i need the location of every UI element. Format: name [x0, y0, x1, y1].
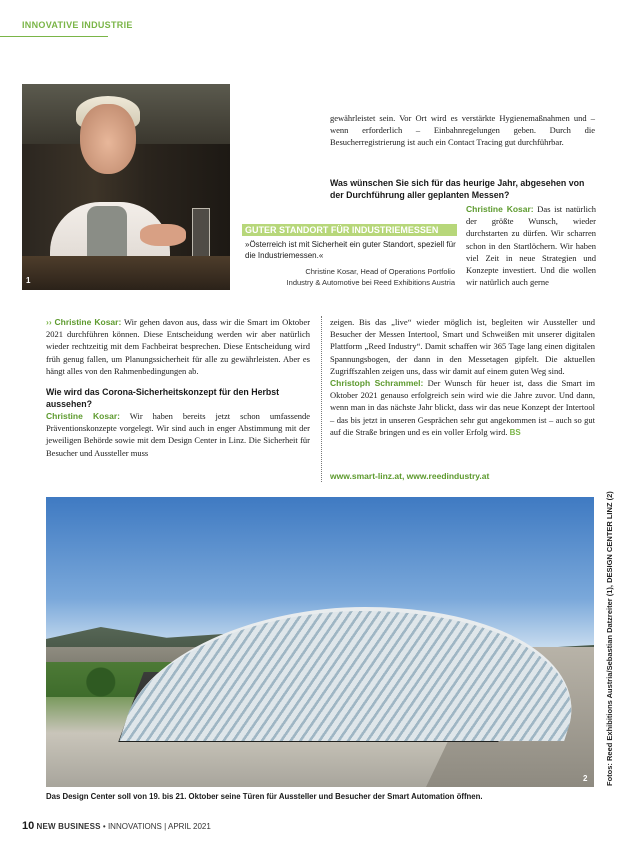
speaker-kosar: Christine Kosar: — [46, 411, 120, 422]
speaker-kosar: Christine Kosar: — [54, 317, 122, 327]
pull-quote-author-line1: Christine Kosar, Head of Operations Portfolio — [305, 267, 455, 276]
footer-issue: APRIL 2021 — [167, 822, 211, 831]
speaker-schrammel: Christoph Schrammel: — [330, 378, 424, 389]
section-label: INNOVATIVE INDUSTRIE — [22, 20, 133, 30]
pull-quote-heading: GUTER STANDORT FÜR INDUSTRIEMESSEN — [245, 225, 439, 235]
footer-separator: | — [164, 822, 167, 831]
photo-number-2: 2 — [583, 774, 588, 783]
footer-section: INNOVATIONS — [107, 822, 162, 831]
photo-credit: Fotos: Reed Exhibitions Austria/Sebastian Datzreiter (1), DESIGN CENTER LINZ (2) — [605, 491, 614, 786]
page-footer — [22, 820, 211, 832]
right-column-continued — [330, 316, 595, 439]
right-column-top: gewährleistet sein. Vor Ort wird es verstärkte Hygienemaßnahmen und – wenn erforderlich – Einbahnregelungen geben. Durch die Besucherregistrierung ist auch ein Contact Tracing gut durchführbar. — [330, 113, 595, 148]
footer-bullet: • — [102, 822, 106, 831]
pull-quote-text: »Österreich ist mit Sicherheit ein guter Standort, speziell für die Industriemessen.« — [245, 240, 456, 260]
answer-kosar-smart-text: Wir gehen davon aus, dass wir die Smart im Oktober 2021 durchführen können. Diese Entscheidung werden wir aber natürlich wieder rechtzeitig mit dem Fachbeirat besprechen. Diese Entscheidung wird früh genug fallen, um Planungssicherheit für alle zu gewährleisten. Aber es hängt alles von den Rahmenbedingungen ab. — [46, 317, 311, 376]
website-links[interactable]: www.smart-linz.at, www.reedindustry.at — [330, 471, 490, 481]
question-wishes: Was wünschen Sie sich für das heurige Jahr, abgesehen von der Durchführung aller geplanten Messen? — [330, 178, 585, 200]
pull-quote-author-line2: Industry & Automotive bei Reed Exhibitions Austria — [286, 278, 455, 287]
question-safety-concept: Wie wird das Corona-Sicherheitskonzept für den Herbst aussehen? — [46, 387, 280, 410]
answer-kosar-wishes — [466, 203, 596, 288]
photo-caption: Das Design Center soll von 19. bis 21. Oktober seine Türen für Aussteller und Besucher der Smart Automation öffnen. — [46, 792, 483, 801]
photo-number-1: 1 — [26, 276, 31, 285]
portrait-photo — [22, 84, 230, 290]
design-center-photo — [46, 497, 594, 787]
header-rule — [0, 36, 108, 37]
answer-kosar-wishes-text: Das ist natürlich der größte Wunsch, wieder durchstarten zu dürfen. Wir scharren schon in den Startlöchern. Wir haben viel Zeit in neue Strategien und Konzepte investiert. Und die wollen wir natürlich auch gerne — [466, 204, 597, 288]
answer-kosar-wishes-cont: zeigen. Bis das „live“ wieder möglich ist, begleiten wir Aussteller und Besucher der Messen Intertool, Smart und Schweißen mit unserer digitalen Plattform „Reed Industry“. Damit schaffen wir 365 Tage lang einen digitalen Spannungsbogen, der dann in den Messetagen gipfelt. Die aktuellen Zugriffszahlen zeigen uns, dass wir damit auf einem guten Weg sind. — [330, 317, 595, 376]
author-initials: BS — [509, 427, 521, 437]
answer-kosar-safety-text: Wir haben bereits jetzt schon umfassende Präventionskonzepte vorgelegt. Wir sind auch in enger Abstimmung mit der jeweiligen Behörde sowie mit dem Design Center in Linz. Die Sicherheit für Besucher und Aussteller muss — [46, 411, 310, 458]
speaker-kosar: Christine Kosar: — [466, 204, 534, 214]
answer-kosar-smart — [46, 316, 310, 377]
pull-quote-author — [242, 266, 455, 288]
answer-kosar-safety — [46, 410, 310, 459]
magazine-name: NEW BUSINESS — [36, 822, 101, 831]
left-column — [46, 316, 310, 459]
column-divider — [321, 316, 322, 482]
answer-schrammel-text: Der Wunsch für heuer ist, dass die Smart im Oktober 2021 genauso erfolgreich sein wird wie die Jahre zuvor. Und dann, wenn man in das nächste Jahr blickt, dass wir das neue Konzept der Intertool – das bis jetzt in unseren Gesprächen sehr gut angekommen ist – auch so gut auf die Straße bringen und es ein voller Erfolg wird. — [330, 378, 596, 437]
intro-arrows-icon: ›› — [46, 317, 52, 327]
page-number: 10 — [22, 820, 35, 832]
